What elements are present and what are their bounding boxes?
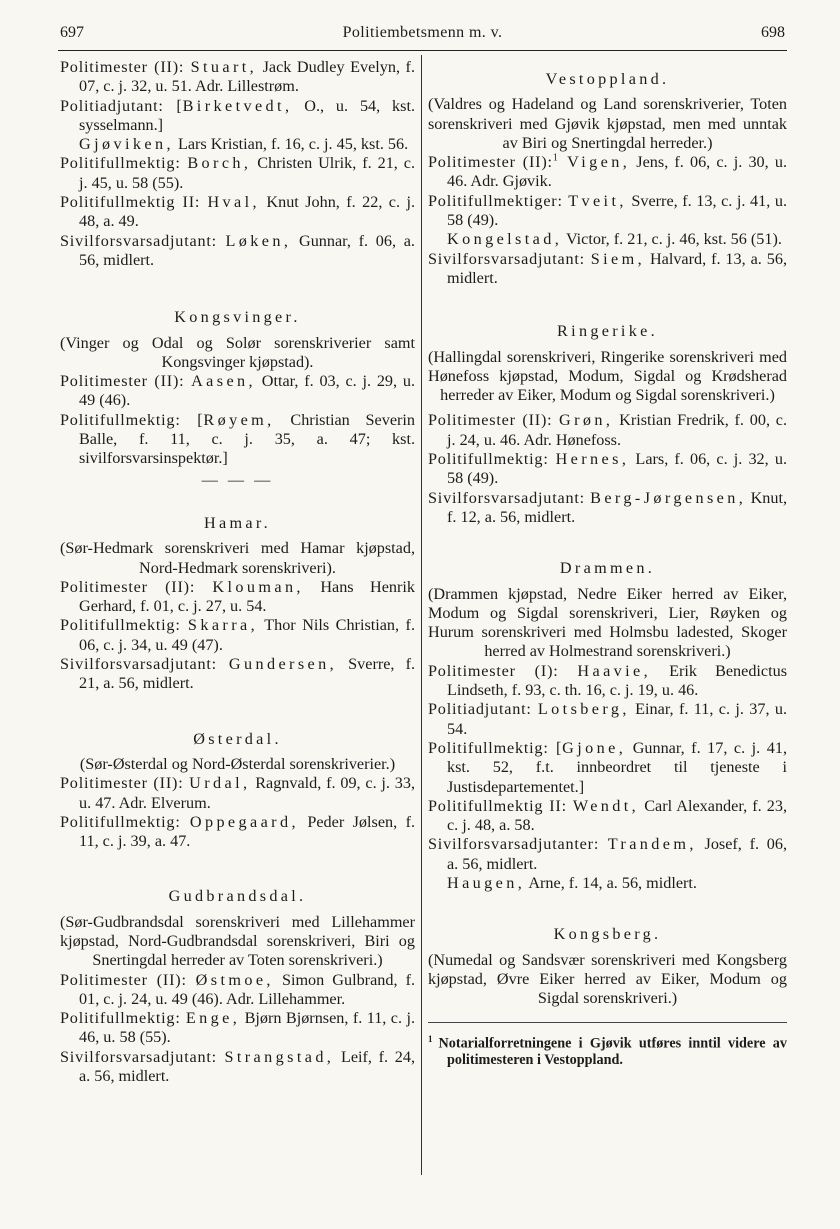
entry: Politifullmektig: Oppegaard, Peder Jølsen, f. 11, c. j. 39, a. 47. [60,812,416,851]
section-title-drammen: Drammen. [559,559,656,578]
entry: Politifullmektig: Hernes, Lars, f. 06, c. j. 32, u. 58 (49). [428,450,787,488]
page-number-left: 697 [60,24,84,41]
entry: Sivilforsvarsadjutant: Berg-Jørgensen, Knut, f. 12, a. 56, midlert. [428,488,787,526]
section-title-hamar: Hamar. [204,513,271,532]
entry: Politifullmektig II: Hval, Knut John, f. 22, c. j. 48, a. 49. [60,193,416,231]
left-column [60,58,415,1086]
section-title-osterdal: Østerdal. [193,729,282,748]
footnote-number: 1 [428,1034,433,1045]
entry: Sivilforsvarsadjutant: Strangstad, Leif, f. 24, a. 56, midlert. [60,1047,415,1086]
entry: Politiadjutant: Lotsberg, Einar, f. 11, c. j. 37, u. 54. [428,700,787,738]
entry: Kongelstad, Victor, f. 21, c. j. 46, kst. 56 (51). [447,230,782,249]
header-rule [58,50,787,51]
entry: Politifullmektig: Borch, Christen Ulrik, f. 21, c. j. 45, u. 58 (55). [60,154,415,192]
section-description: (Numedal og Sandsvær sorenskriveri med Kongsberg kjøpstad, Øvre Eiker herred av Eiker, Modum og Sigdal sorenskriveri.) [428,950,787,1008]
footnote: $^1$ Notarialforretningene i Gjøvik utføres inntil videre av politimesteren i Vestoppland. [428,1034,787,1069]
entry: Gjøviken, Lars Kristian, f. 16, c. j. 45, kst. 56. [79,135,409,154]
separator-dashes: — — — [201,470,274,489]
section-title-gudbrandsdal: Gudbrandsdal. [168,887,307,906]
column-rule [421,55,422,1175]
entry: Politimester (II): Stuart, Jack Dudley Evelyn, f. 07, c. j. 32, u. 51. Adr. Lillestrøm. [60,58,415,96]
footnote-marker: 1 [552,152,558,164]
section-description: (Sør-Hedmark sorenskriveri med Hamar kjøpstad, Nord-Hedmark sorenskriveri). [60,539,415,577]
entry: Politimester (II): Urdal, Ragnvald, f. 09, c. j. 33, u. 47. Adr. Elverum. [60,774,415,812]
section-description: (Valdres og Hadeland og Land sorenskriverier, Toten sorenskriveri med Gjøvik kjøpstad, men med unntak av Biri og Snertingdal herreder.) [428,95,787,152]
footnote-rule [428,1022,787,1023]
running-title: Politiembetsmenn m. v. [342,24,503,41]
entry: Politifullmektig: Enge, Bjørn Bjørnsen, f. 11, c. j. 46, u. 58 (55). [60,1009,415,1047]
entry: Sivilforsvarsadjutant: Siem, Halvard, f. 13, a. 56, midlert. [428,249,787,287]
section-description: (Vinger og Odal og Solør sorenskriverier samt Kongsvinger kjøpstad). [60,333,415,371]
entry: Politifullmektiger: Tveit, Sverre, f. 13, c. j. 41, u. 58 (49). [428,191,787,230]
entry: Politimester (II):$^1$ Vigen, Jens, f. 06, c. j. 30, u. 46. Adr. Gjøvik. [428,152,787,191]
entry: Politimester (II): Klouman, Hans Henrik Gerhard, f. 01, c. j. 27, u. 54. [60,577,415,616]
section-title-kongsvinger: Kongsvinger. [174,308,301,327]
section-description: (Sør-Østerdal og Nord-Østerdal sorenskriverier.) [79,754,396,773]
page-number-right: 698 [761,24,785,41]
entry: Politifullmektig II: Wendt, Carl Alexander, f. 23, c. j. 48, a. 58. [428,796,787,835]
entry: Politimester (II): Aasen, Ottar, f. 03, c. j. 29, u. 49 (46). [60,372,415,410]
entry: Politimester (II): Grøn, Kristian Fredrik, f. 00, c. j. 24, u. 46. Adr. Hønefoss. [428,411,787,449]
entry: Politifullmektig: [Røyem, Christian Severin Balle, f. 11, c. j. 35, a. 47; kst. sivilforsvarsinspektør.] [60,410,415,468]
entry: Politifullmektig: [Gjone, Gunnar, f. 17, c. j. 41, kst. 52, f.t. innbeordret til tjeneste i Justisdepartementet.] [428,738,787,796]
entry: Politifullmektig: Skarra, Thor Nils Christian, f. 06, c. j. 34, u. 49 (47). [60,616,415,654]
section-description: (Sør-Gudbrandsdal sorenskriveri med Lillehammer kjøpstad, Nord-Gudbrandsdal sorenskriveri, Biri og Snertingdal herreder av Toten sorenskriveri.) [60,912,415,970]
section-title-kongsberg: Kongsberg. [553,925,662,944]
page-header [60,24,785,48]
right-column [428,58,787,1068]
entry: Sivilforsvarsadjutanter: Trandem, Josef, f. 06, a. 56, midlert. [428,835,787,873]
section-title-ringerike: Ringerike. [557,322,658,341]
section-title-vestoppland: Vestoppland. [545,70,670,88]
entry: Sivilforsvarsadjutant: Gundersen, Sverre, f. 21, a. 56, midlert. [60,655,416,693]
section-description: (Drammen kjøpstad, Nedre Eiker herred av Eiker, Modum og Sigdal sorenskriveri, Lier, Røyken og Hurum sorenskriveri med Holmsbu ladested, Skoger herred av Holmestrand sorenskriveri.) [428,584,787,661]
section-description: (Hallingdal sorenskriveri, Ringerike sorenskriveri med Hønefoss kjøpstad, Modum, Sigdal og Krødsherad herreder av Eiker, Modum og Sigdal sorenskriveri.) [428,347,787,405]
entry: Politiadjutant: [Birketvedt, O., u. 54, kst. sysselmann.] [60,96,415,134]
entry: Politimester (I): Haavie, Erik Benedictus Lindseth, f. 93, c. th. 16, c. j. 19, u. 46. [428,661,787,700]
entry: Haugen, Arne, f. 14, a. 56, midlert. [447,873,697,892]
entry: Politimester (II): Østmoe, Simon Gulbrand, f. 01, c. j. 24, u. 49 (46). Adr. Lillehammer. [60,970,416,1008]
entry: Sivilforsvarsadjutant: Løken, Gunnar, f. 06, a. 56, midlert. [60,231,415,269]
